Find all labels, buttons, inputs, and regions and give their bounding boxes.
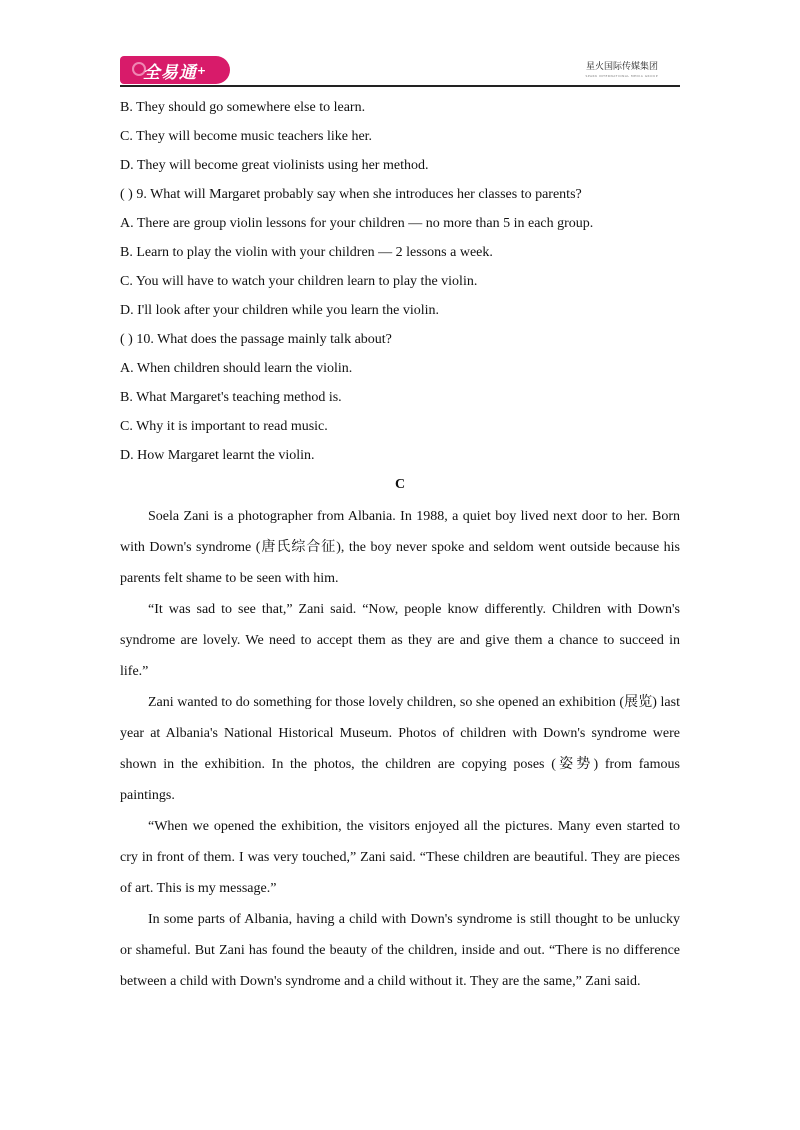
question-stem: ( ) 9. What will Margaret probably say when she introduces her classes to parents? <box>120 187 582 202</box>
option-line: B. Learn to play the violin with your children — 2 lessons a week. <box>120 245 493 260</box>
passage-paragraph: “When we opened the exhibition, the visitors enjoyed all the pictures. Many even started to cry in front of them. I was very touched,” Zani said. “These children are beautiful. They are pieces of art. This is my message.” <box>120 819 680 896</box>
option-line: C. You will have to watch your children learn to play the violin. <box>120 274 478 289</box>
section-heading: C <box>394 477 406 492</box>
option-line: C. Why it is important to read music. <box>120 419 328 434</box>
question-stem: ( ) 10. What does the passage mainly talk about? <box>120 332 392 347</box>
passage-paragraph: Soela Zani is a photographer from Albania. In 1988, a quiet boy lived next door to her. Born with Down's syndrome (唐氏综合征), the boy never spoke and seldom went outside because his parents felt shame to be seen with him. <box>120 509 680 586</box>
logo-text: 全易通 <box>142 62 197 83</box>
logo-plus: + <box>196 63 208 77</box>
logo-swirl-icon <box>132 62 146 76</box>
option-line: C. They will become music teachers like her. <box>120 129 373 144</box>
option-line: D. How Margaret learnt the violin. <box>120 448 315 463</box>
publisher-name: 星火国际传媒集团 <box>585 62 658 72</box>
header-divider <box>120 85 680 87</box>
option-line: D. They will become great violinists using her method. <box>120 158 429 173</box>
passage-paragraph: “It was sad to see that,” Zani said. “Now, people know differently. Children with Down's syndrome are lovely. We need to accept them as they are and give them a chance to succeed in life.” <box>120 602 680 679</box>
page-header <box>120 56 680 88</box>
publisher-subtitle: SPARK INTERNATIONAL MEDIA GROUP <box>585 74 658 78</box>
option-line: D. I'll look after your children while you learn the violin. <box>120 303 439 318</box>
passage-paragraph: Zani wanted to do something for those lovely children, so she opened an exhibition (展览) last year at Albania's National Historical Museum. Photos of children with Down's syndrome were shown in the exhibition. In the photos, the children are copying poses (姿势) from famous paintings. <box>120 695 680 803</box>
brand-logo <box>120 56 230 84</box>
option-line: B. They should go somewhere else to learn. <box>120 100 366 115</box>
option-line: A. When children should learn the violin. <box>120 361 353 376</box>
question-list <box>120 97 680 474</box>
reading-passage <box>120 501 680 997</box>
passage-paragraph: In some parts of Albania, having a child with Down's syndrome is still thought to be unlucky or shameful. But Zani has found the beauty of the children, inside and out. “There is no difference between a child with Down's syndrome and a child without it. They are the same,” Zani said. <box>120 912 680 989</box>
option-line: B. What Margaret's teaching method is. <box>120 390 342 405</box>
option-line: A. There are group violin lessons for your children — no more than 5 in each group. <box>120 216 594 231</box>
